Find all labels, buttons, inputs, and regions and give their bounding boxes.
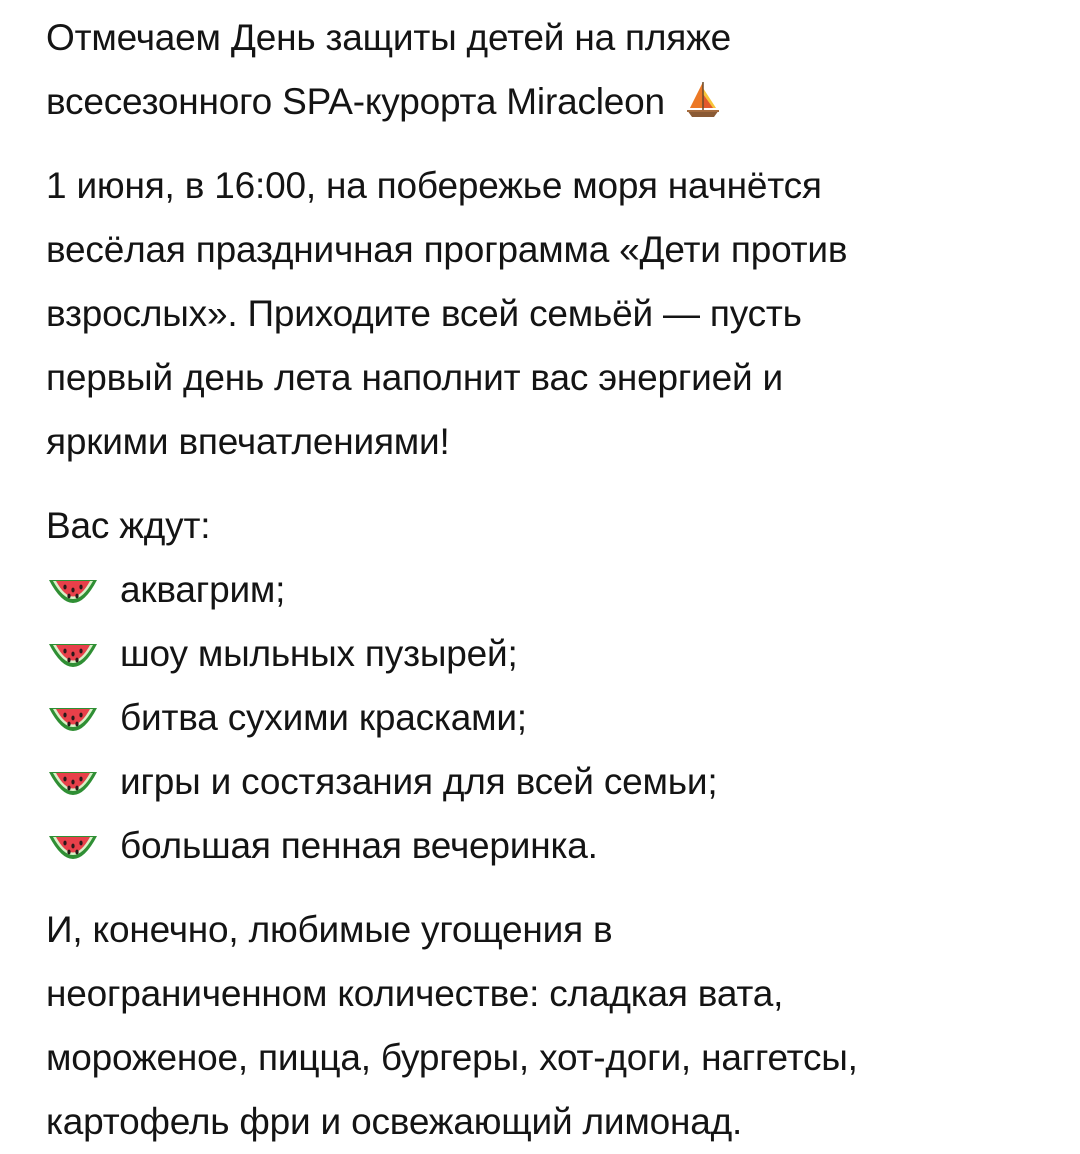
intro-line: 1 июня, в 16:00, на побережье моря начнётся — [46, 165, 822, 206]
post-title — [46, 6, 1046, 134]
watermelon-icon — [46, 826, 100, 866]
list-item — [46, 814, 1046, 878]
post-body — [46, 6, 1046, 1154]
post-title-line-2 — [46, 70, 1046, 134]
sailboat-icon — [683, 76, 723, 116]
outro-line: картофель фри и освежающий лимонад. — [46, 1101, 743, 1142]
list-item — [46, 750, 1046, 814]
watermelon-icon — [46, 762, 100, 802]
list-item — [46, 558, 1046, 622]
intro-line: первый день лета наполнит вас энергией и — [46, 357, 784, 398]
list-item-text: аквагрим; — [120, 569, 286, 610]
intro-line: яркими впечатлениями! — [46, 421, 450, 462]
activities-section — [46, 494, 1046, 878]
list-item — [46, 686, 1046, 750]
list-item-text: большая пенная вечеринка. — [120, 825, 598, 866]
intro-line: весёлая праздничная программа «Дети против — [46, 229, 848, 270]
outro-line: мороженое, пицца, бургеры, хот-доги, наггетсы, — [46, 1037, 858, 1078]
post-title-line-2-text: всесезонного SPA-курорта Miracleon — [46, 81, 665, 122]
list-item-text: шоу мыльных пузырей; — [120, 633, 518, 674]
outro-line: неограниченном количестве: сладкая вата, — [46, 973, 784, 1014]
activities-list — [46, 558, 1046, 878]
list-item-text: битва сухими красками; — [120, 697, 527, 738]
intro-line: взрослых». Приходите всей семьёй — пусть — [46, 293, 802, 334]
outro-paragraph — [46, 898, 1046, 1154]
list-heading: Вас ждут: — [46, 505, 211, 546]
watermelon-icon — [46, 698, 100, 738]
list-item — [46, 622, 1046, 686]
outro-line: И, конечно, любимые угощения в — [46, 909, 613, 950]
post-title-line-1: Отмечаем День защиты детей на пляже — [46, 17, 732, 58]
intro-paragraph — [46, 154, 1046, 474]
list-item-text: игры и состязания для всей семьи; — [120, 761, 718, 802]
watermelon-icon — [46, 634, 100, 674]
watermelon-icon — [46, 570, 100, 610]
